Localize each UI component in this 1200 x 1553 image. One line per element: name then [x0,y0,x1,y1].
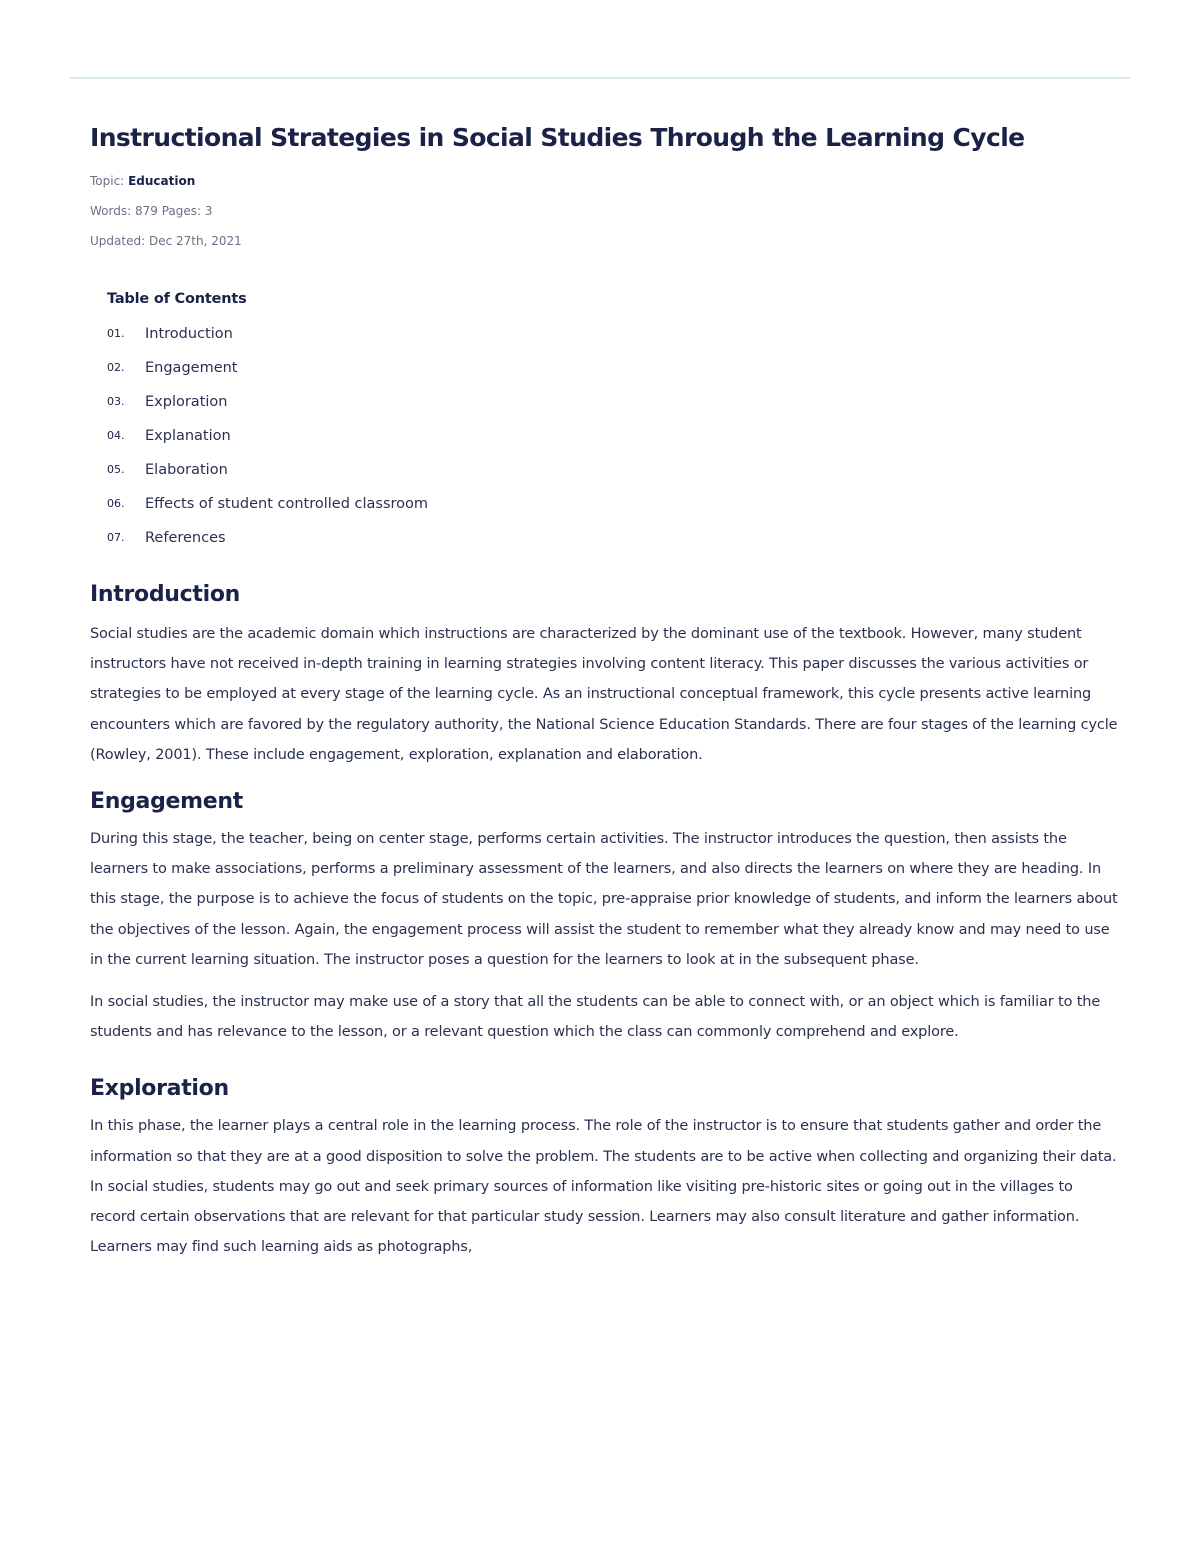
document-page [90,118,1120,1262]
toc-number: 02. [107,361,125,374]
toc-link-engagement[interactable]: Engagement [145,360,238,376]
section-exploration [90,1071,1120,1262]
section-heading-exploration: Exploration [90,1076,229,1102]
toc-link-introduction[interactable]: Introduction [145,326,233,342]
table-of-contents [107,287,1120,559]
pages-label: Pages: [161,204,202,218]
toc-link-effects[interactable]: Effects of student controlled classroom [145,496,429,512]
words-pages-meta [90,201,1120,221]
toc-number: 03. [107,395,125,408]
toc-item-introduction[interactable] [107,321,1120,355]
document-title: Instructional Strategies in Social Studies Through the Learning Cycle [90,123,1025,152]
toc-link-references[interactable]: References [145,530,226,546]
toc-list [107,321,1120,559]
pages-value: 3 [204,204,213,218]
paragraph: During this stage, the teacher, being on center stage, performs certain activities. The instructor introduces the question, then assists the learners to make associations, performs a preliminary assessment of the learners, and also directs the learners on where they are heading. In this stage, the purpose is to achieve the focus of students on the topic, pre-appraise prior knowledge of students, and inform the learners about the objectives of the lesson. Again, the engagement process will assist the student to remember what they already know and may need to use in the current learning situation. The instructor poses a question for the learners to look at in the subsequent phase. [90,831,1118,968]
updated-label: Updated: [90,234,146,248]
toc-heading: Table of Contents [107,291,247,307]
paragraph: Social studies are the academic domain which instructions are characterized by the dominant use of the textbook. However, many student instructors have not received in-depth training in learning strategies involving content literacy. This paper discusses the various activities or strategies to be employed at every stage of the learning cycle. As an instructional conceptual framework, this cycle presents active learning encounters which are favored by the regulatory authority, the National Science Education Standards. There are four stages of the learning cycle (Rowley, 2001). These include engagement, exploration, explanation and elaboration. [90,626,1118,763]
toc-link-exploration[interactable]: Exploration [145,394,228,410]
section-heading-introduction: Introduction [90,582,241,607]
topic-meta [90,171,1120,191]
toc-number: 07. [107,531,125,544]
paragraph: In social studies, the instructor may make use of a story that all the students can be able to connect with, or an object which is familiar to the students and has relevance to the lesson, or a relevant question which the class can commonly comprehend and explore. [90,994,1101,1041]
section-heading-engagement: Engagement [90,789,243,815]
section-engagement [90,784,1120,1047]
toc-item-effects[interactable] [107,491,1120,525]
topic-value[interactable]: Education [128,174,196,188]
toc-link-explanation[interactable]: Explanation [145,428,231,444]
words-label: Words: [90,204,132,218]
updated-meta [90,231,1120,251]
top-divider [70,77,1130,79]
toc-number: 01. [107,327,125,340]
words-value: 879 [134,204,158,218]
toc-item-explanation[interactable] [107,423,1120,457]
toc-item-references[interactable] [107,525,1120,559]
toc-number: 05. [107,463,125,476]
toc-number: 04. [107,429,125,442]
paragraph: In this phase, the learner plays a central role in the learning process. The role of the instructor is to ensure that students gather and order the information so that they are at a good disposition to solve the problem. The students are to be active when collecting and organizing their data. In social studies, students may go out and seek primary sources of information like visiting pre-historic sites or going out in the villages to record certain observations that are relevant for that particular study session. Learners may also consult literature and gather information. Learners may find such learning aids as photographs, [90,1118,1117,1256]
topic-label: Topic: [90,174,125,188]
toc-item-engagement[interactable] [107,355,1120,389]
toc-item-exploration[interactable] [107,389,1120,423]
section-introduction [90,577,1120,770]
toc-link-elaboration[interactable]: Elaboration [145,462,228,478]
toc-item-elaboration[interactable] [107,457,1120,491]
updated-value: Dec 27th, 2021 [148,234,242,248]
toc-number: 06. [107,497,125,510]
